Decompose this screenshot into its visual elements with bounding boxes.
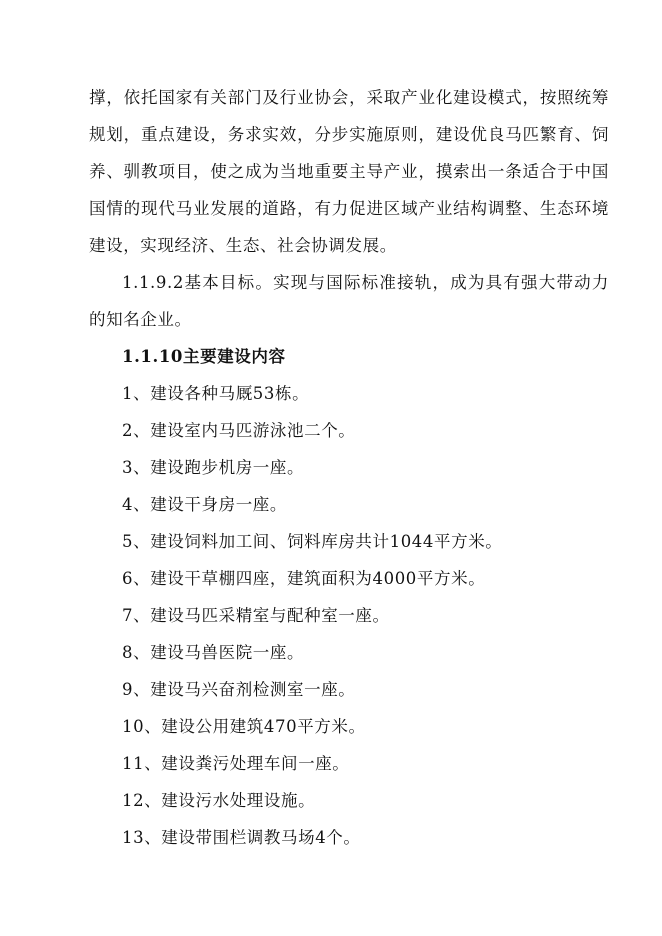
list-item: 4、建设干身房一座。 [122, 495, 287, 514]
list-item: 13、建设带围栏调教马场4个。 [122, 828, 361, 847]
list-item: 9、建设马兴奋剂检测室一座。 [122, 680, 356, 699]
paragraph-line: 撑，依托国家有关部门及行业协会，采取产业化建设模式，按照统筹 [89, 88, 609, 107]
paragraph-line: 养、驯教项目，使之成为当地重要主导产业，摸索出一条适合于中国 [89, 162, 609, 181]
paragraph-line: 1.1.9.2基本目标。实现与国际标准接轨，成为具有强大带动力 [122, 273, 609, 292]
list-item: 10、建设公用建筑470平方米。 [122, 717, 366, 736]
list-item: 12、建设污水处理设施。 [122, 791, 316, 810]
list-item: 3、建设跑步机房一座。 [122, 458, 305, 477]
list-item: 5、建设饲料加工间、饲料库房共计1044平方米。 [122, 532, 503, 551]
list-item: 6、建设干草棚四座，建筑面积为4000平方米。 [122, 569, 486, 588]
list-item: 7、建设马匹采精室与配种室一座。 [122, 606, 390, 625]
section-heading: 1.1.10主要建设内容 [122, 347, 286, 366]
paragraph-line: 国情的现代马业发展的道路，有力促进区域产业结构调整、生态环境 [89, 199, 609, 218]
list-item: 11、建设粪污处理车间一座。 [122, 754, 350, 773]
list-item: 8、建设马兽医院一座。 [122, 643, 305, 662]
paragraph-line: 的知名企业。 [89, 310, 192, 329]
list-item: 1、建设各种马厩53栋。 [122, 384, 310, 403]
list-item: 2、建设室内马匹游泳池二个。 [122, 421, 356, 440]
paragraph-line: 建设，实现经济、生态、社会协调发展。 [89, 236, 397, 255]
paragraph-line: 规划，重点建设，务求实效，分步实施原则，建设优良马匹繁育、饲 [89, 125, 609, 144]
